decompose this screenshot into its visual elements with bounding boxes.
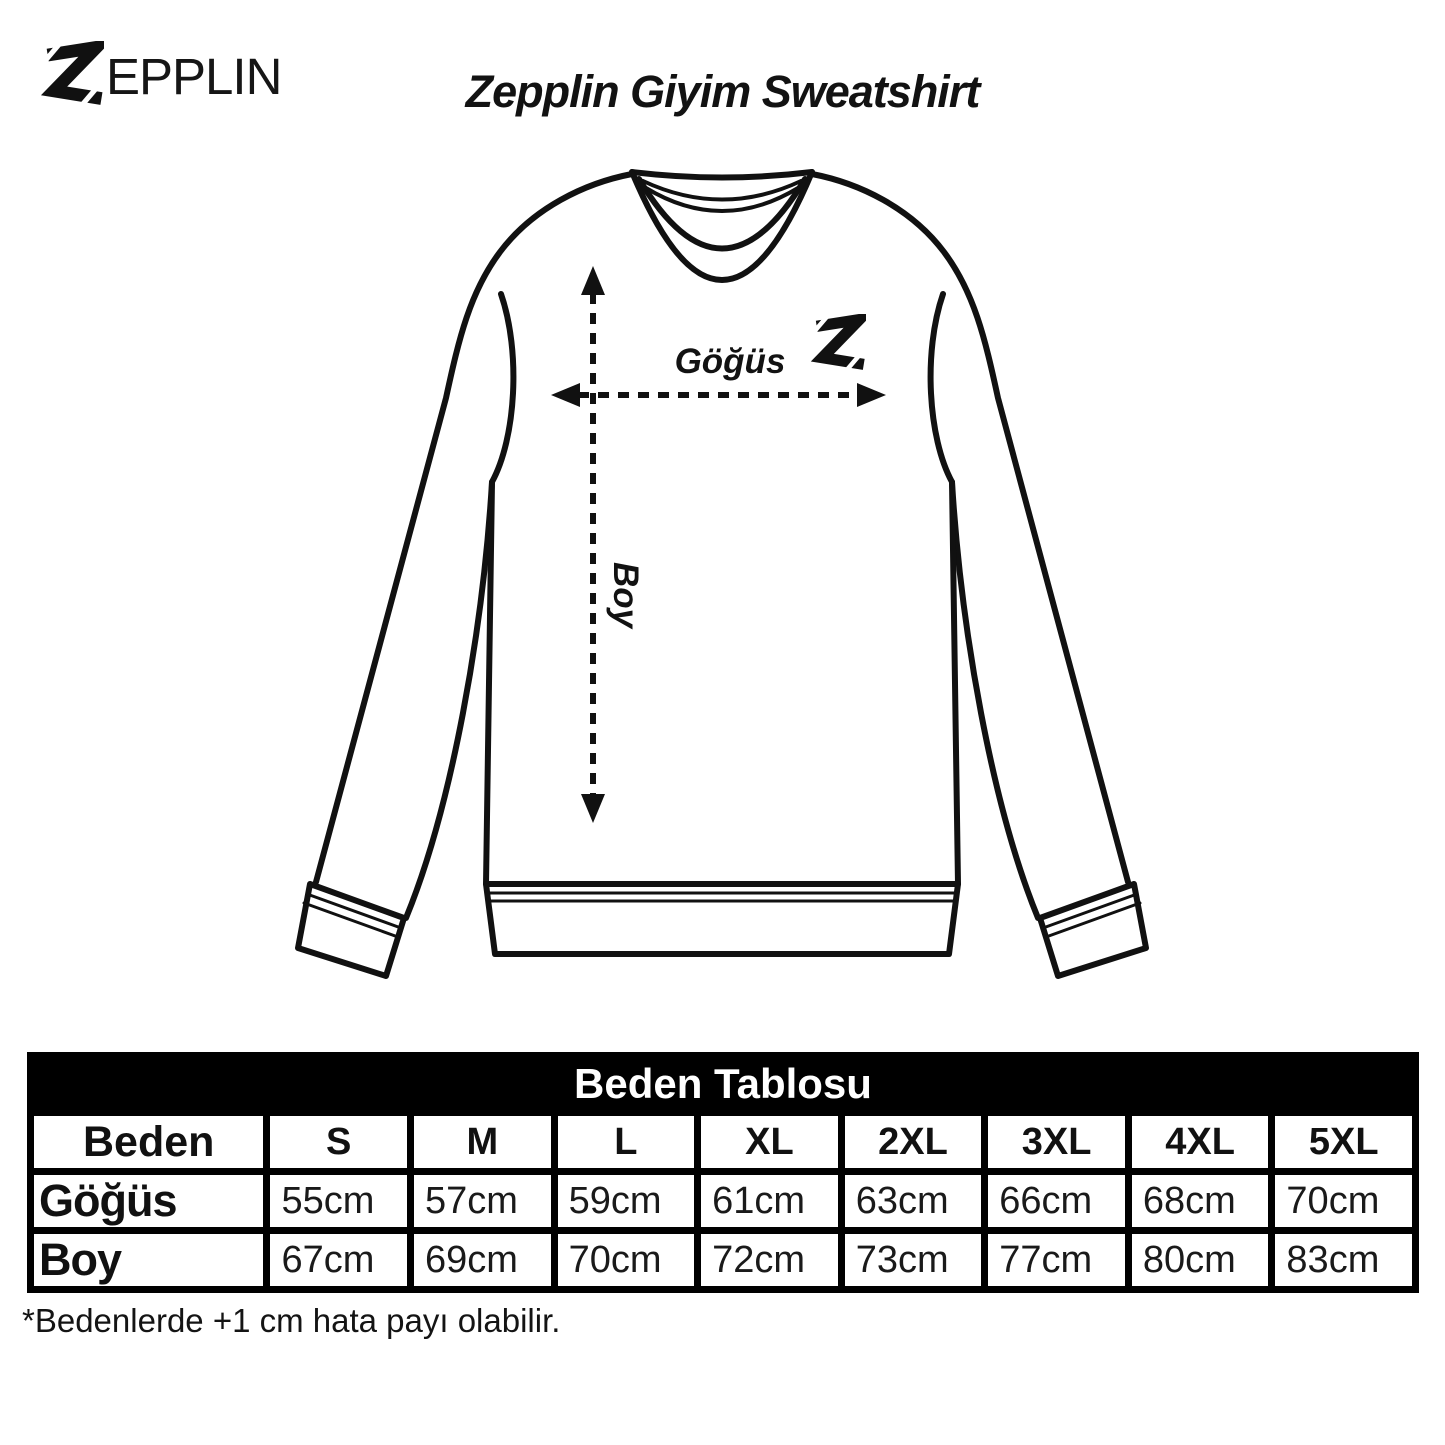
- right-shoulder-sleeve: [812, 174, 1128, 882]
- gogus-value-xl: 61cm: [701, 1175, 838, 1227]
- gogus-value-5xl: 70cm: [1275, 1175, 1412, 1227]
- left-sleeve-inner: [406, 482, 492, 918]
- header-cell-s: S: [270, 1116, 407, 1168]
- brand-logo-text: EPPLIN: [106, 47, 282, 105]
- boy-value-2xl: 73cm: [845, 1234, 982, 1286]
- chest-arrowhead-left: [551, 383, 580, 407]
- page-title-bold: Sweatshirt: [761, 66, 980, 117]
- gogus-value-s: 55cm: [270, 1175, 407, 1227]
- gogus-value-3xl: 66cm: [988, 1175, 1125, 1227]
- header-cell-xl: XL: [701, 1116, 838, 1168]
- boy-value-4xl: 80cm: [1132, 1234, 1269, 1286]
- gogus-value-4xl: 68cm: [1132, 1175, 1269, 1227]
- size-table: [27, 1052, 1419, 1293]
- header-cell-l: L: [558, 1116, 695, 1168]
- collar-top-edge: [632, 172, 812, 178]
- chest-arrowhead-right: [857, 383, 886, 407]
- gogus-value-m: 57cm: [414, 1175, 551, 1227]
- length-arrowhead-bottom: [581, 794, 605, 823]
- boy-value-xl: 72cm: [701, 1234, 838, 1286]
- header-cell-5xl: 5XL: [1275, 1116, 1412, 1168]
- size-table-title: Beden Tablosu: [34, 1059, 1412, 1109]
- row-label-gogus: Göğüs: [34, 1175, 263, 1227]
- header-cell-m: M: [414, 1116, 551, 1168]
- left-armhole-seam: [492, 294, 513, 482]
- length-arrowhead-top: [581, 266, 605, 295]
- right-sleeve-inner: [952, 482, 1038, 918]
- header-cell-3xl: 3XL: [988, 1116, 1125, 1168]
- boy-value-m: 69cm: [414, 1234, 551, 1286]
- size-tolerance-footnote: *Bedenlerde +1 cm hata payı olabilir.: [22, 1302, 561, 1339]
- page-title-regular: Zepplin Giyim: [465, 66, 751, 117]
- boy-value-3xl: 77cm: [988, 1234, 1125, 1286]
- gogus-value-l: 59cm: [558, 1175, 695, 1227]
- gogus-value-2xl: 63cm: [845, 1175, 982, 1227]
- right-armhole-seam: [931, 294, 952, 482]
- chest-measure-label: Göğüs: [674, 342, 786, 381]
- header-cell-beden: Beden: [34, 1116, 263, 1168]
- boy-value-l: 70cm: [558, 1234, 695, 1286]
- row-label-boy: Boy: [34, 1234, 263, 1286]
- header-cell-4xl: 4XL: [1132, 1116, 1269, 1168]
- header-cell-2xl: 2XL: [845, 1116, 982, 1168]
- left-shoulder-sleeve: [316, 174, 632, 882]
- boy-value-s: 67cm: [270, 1234, 407, 1286]
- boy-value-5xl: 83cm: [1275, 1234, 1412, 1286]
- length-measure-label: Boy: [606, 561, 645, 629]
